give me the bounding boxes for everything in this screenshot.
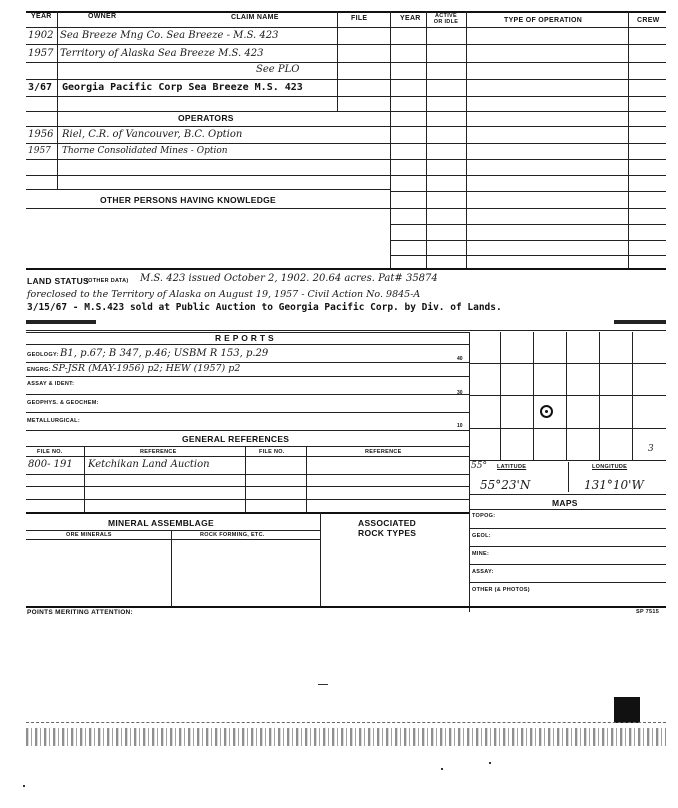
other-persons-row-line: [26, 208, 390, 209]
num-30: 30: [457, 390, 463, 396]
operators-header-line: [26, 111, 390, 112]
op-row-r2: [390, 62, 666, 63]
maps-mine: MINE:: [472, 551, 490, 557]
land-status-line-3: 3/15/67 - M.S.423 sold at Public Auction to Georgia Pacific Corp. by Div. of Lands.: [27, 302, 502, 313]
col-line-year2: [426, 11, 427, 268]
owner-row-line-3: [26, 79, 390, 80]
reports-title: R E P O R T S: [215, 333, 275, 343]
owner-4-year: 3/67: [28, 82, 53, 93]
genref-row-line-1: [26, 474, 469, 475]
land-status-line-1: M.S. 423 issued October 2, 1902. 20.64 acres. Pat# 35874: [140, 273, 438, 284]
genref-col-line-1: [84, 446, 85, 512]
op-row-r1: [390, 44, 666, 45]
operator-row-line-4: [26, 175, 390, 176]
land-status-bottom: [26, 330, 666, 331]
grid-v-5: [632, 332, 633, 460]
geophys-line: [26, 412, 469, 413]
geology-value: B1, p.67; B 347, p.46; USBM R 153, p.29: [60, 348, 269, 359]
maps-line-4: [469, 582, 666, 583]
op-row-r9: [390, 175, 666, 176]
operator-2-text: Thorne Consolidated Mines - Option: [62, 146, 228, 156]
genref-col-reference: REFERENCE: [140, 449, 177, 455]
col-line-left-half-end: [390, 11, 391, 268]
header-year-2: YEAR: [400, 15, 421, 22]
associated-col-line: [320, 512, 321, 606]
col-line-year: [57, 11, 58, 189]
latlon-bottom: [469, 494, 666, 495]
header-year: YEAR: [31, 13, 52, 20]
land-status-sublabel: (OTHER DATA): [86, 278, 129, 284]
op-row-r11: [390, 208, 666, 209]
genref-row-line-2: [26, 486, 469, 487]
geology-label: GEOLOGY:: [27, 352, 59, 358]
genref-col-line-2: [245, 446, 246, 512]
lat-degree: 55°: [471, 461, 487, 471]
longitude-value: 131°10'W: [584, 478, 644, 492]
header-type-of-operation: TYPE OF OPERATION: [504, 17, 583, 24]
land-status-line-2: foreclosed to the Territory of Alaska on August 19, 1957 - Civil Action No. 9845-A: [27, 289, 421, 300]
operator-1-text: Riel, C.R. of Vancouver, B.C. Option: [62, 129, 243, 140]
genref-col-line-3: [306, 446, 307, 512]
scan-dashed-line: [26, 722, 666, 723]
operator-row-line-2: [26, 143, 390, 144]
owner-row-line-2: [26, 62, 390, 63]
header-bottom-line: [26, 27, 666, 28]
maps-line-2: [469, 546, 666, 547]
scan-noise-band: [26, 728, 666, 746]
top-table-bottom: [26, 268, 666, 270]
land-status-underline-mark-right: [614, 320, 666, 324]
owner-3-text: See PLO: [256, 64, 300, 75]
op-row-r4: [390, 96, 666, 97]
grid-h-3: [469, 428, 666, 429]
grid-v-1: [500, 332, 501, 460]
genref-bottom: [26, 512, 469, 514]
maps-title: MAPS: [552, 498, 578, 508]
scan-dot-3: [23, 785, 25, 787]
op-row-r13: [390, 240, 666, 241]
scan-mark-dash: [318, 684, 328, 685]
reports-header-line: [26, 344, 469, 345]
genref-row1-file: 800- 191: [28, 459, 73, 470]
maps-other: OTHER (& PHOTOS): [472, 587, 530, 593]
grid-h-4: [469, 460, 666, 461]
owner-row-line-4: [26, 96, 390, 97]
scan-dot-2: [489, 762, 491, 764]
genref-header-line: [26, 446, 469, 447]
geophys-label: GEOPHYS. & GEOCHEM:: [27, 400, 99, 406]
rock-forming-label: ROCK FORMING, ETC.: [200, 532, 265, 538]
genref-col-header-line: [26, 456, 469, 457]
genref-row-line-3: [26, 499, 469, 500]
latitude-value: 55°23'N: [480, 478, 531, 492]
ore-minerals-label: ORE MINERALS: [66, 532, 112, 538]
other-persons-title: OTHER PERSONS HAVING KNOWLEDGE: [100, 195, 277, 205]
op-row-r6: [390, 126, 666, 127]
op-row-r8: [390, 159, 666, 160]
operator-2-year: 1957: [28, 146, 51, 156]
mineral-subheader-line: [26, 539, 320, 540]
op-row-r14: [390, 255, 666, 256]
operators-title: OPERATORS: [178, 113, 234, 123]
maps-geol: GEOL:: [472, 533, 491, 539]
owner-row-line-1: [26, 44, 390, 45]
header-owner: OWNER: [88, 13, 117, 20]
maps-line-3: [469, 564, 666, 565]
owner-1-text: Sea Breeze Mng Co. Sea Breeze - M.S. 423: [60, 30, 279, 41]
operator-row-line-3: [26, 159, 390, 160]
land-status-underline-mark: [26, 320, 96, 324]
col-line-crew: [628, 11, 629, 268]
operator-1-year: 1956: [28, 129, 54, 140]
grid-v-4: [599, 332, 600, 460]
owner-2-year: 1957: [28, 48, 54, 59]
engrg-label: ENGRG:: [27, 367, 51, 373]
op-row-r5: [390, 111, 666, 112]
form-number: SP 7515: [636, 609, 660, 615]
grid-h-2: [469, 395, 666, 396]
genref-col-file-no: FILE NO.: [37, 449, 63, 455]
assay-line: [26, 394, 469, 395]
longitude-label: LONGITUDE: [592, 464, 628, 470]
points-meriting-attention: POINTS MERITING ATTENTION:: [27, 609, 134, 616]
header-claim-name: CLAIM NAME: [231, 14, 279, 21]
maps-header-line: [469, 509, 666, 510]
genref-row1-ref: Ketchikan Land Auction: [88, 459, 210, 470]
latlon-divider: [568, 462, 569, 492]
grid-note: 3: [648, 444, 654, 454]
mineral-assemblage-title: MINERAL ASSEMBLAGE: [108, 518, 214, 528]
genref-col-reference-2: REFERENCE: [365, 449, 402, 455]
reports-right-border: [469, 332, 470, 612]
grid-h-1: [469, 363, 666, 364]
associated-label: ASSOCIATED: [358, 518, 417, 528]
metallurgical-label: METALLURGICAL:: [27, 418, 80, 424]
scan-black-block: [614, 697, 640, 723]
num-10: 10: [457, 423, 463, 429]
engrg-value: SP-JSR (MAY-1956) p2; HEW (1957) p2: [52, 363, 241, 374]
owner-4-text: Georgia Pacific Corp Sea Breeze M.S. 423: [62, 82, 303, 93]
operator-row-line-1: [26, 126, 390, 127]
assay-label: ASSAY & IDENT:: [27, 381, 75, 387]
op-row-r10: [390, 191, 666, 192]
maps-assay: ASSAY:: [472, 569, 494, 575]
top-border: [26, 11, 666, 13]
genref-col-file-no-2: FILE NO.: [259, 449, 285, 455]
location-circle-icon: [540, 405, 553, 418]
mineral-bottom: [26, 606, 666, 608]
mineral-header-line: [26, 530, 320, 531]
header-file: FILE: [351, 15, 368, 22]
col-line-active: [466, 11, 467, 268]
owner-1-year: 1902: [28, 30, 54, 41]
scan-dot-1: [441, 768, 443, 770]
grid-v-2: [533, 332, 534, 460]
maps-topog: TOPOG:: [472, 513, 496, 519]
general-references-title: GENERAL REFERENCES: [182, 434, 290, 444]
grid-v-3: [566, 332, 567, 460]
op-row-r7: [390, 143, 666, 144]
mineral-col-line: [171, 530, 172, 606]
engrg-line: [26, 376, 469, 377]
op-row-r3: [390, 79, 666, 80]
num-40: 40: [457, 356, 463, 362]
rock-types-label: ROCK TYPES: [358, 528, 417, 538]
latitude-label: LATITUDE: [497, 464, 527, 470]
land-status-label: LAND STATUS: [27, 276, 90, 286]
owner-2-text: Territory of Alaska Sea Breeze M.S. 423: [60, 48, 264, 59]
header-crew: CREW: [637, 17, 660, 24]
reports-bottom-line: [26, 430, 469, 431]
other-persons-line: [26, 189, 390, 190]
maps-line-1: [469, 528, 666, 529]
header-active-or-idle: ACTIVE OR IDLE: [433, 13, 459, 25]
op-row-r12: [390, 224, 666, 225]
